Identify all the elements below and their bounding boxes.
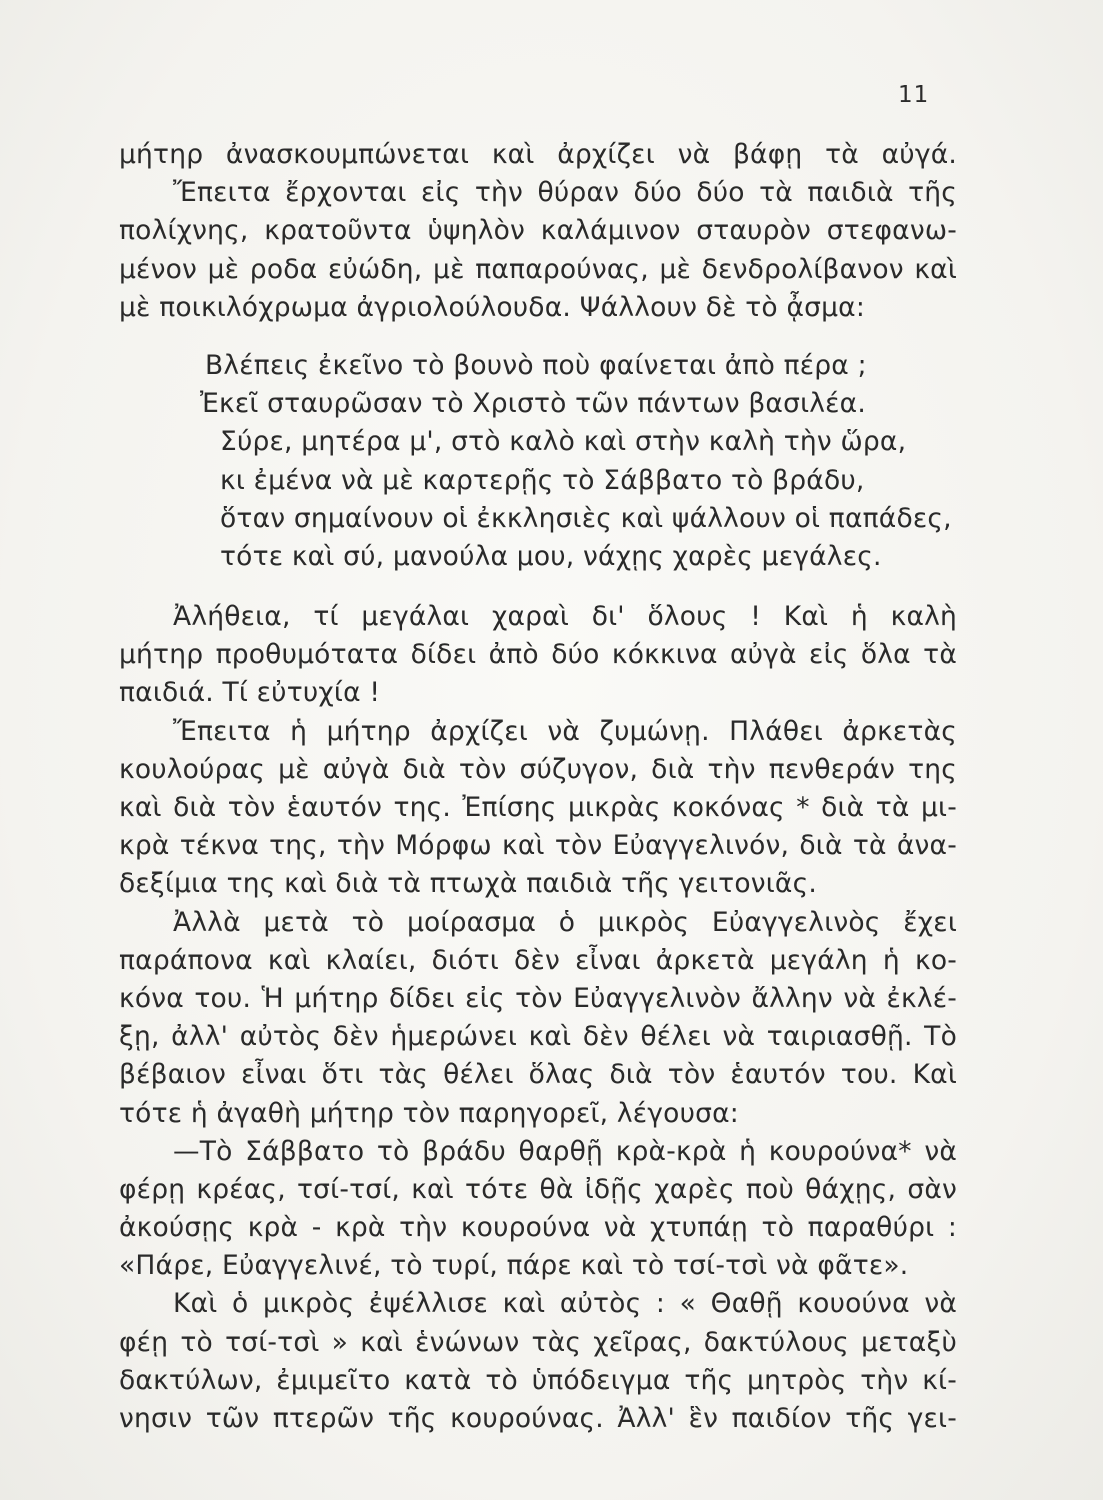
text-line: παράπονα καὶ κλαίει, διότι δὲν εἶναι ἀρκετὰ μεγάλη ἡ κο- — [119, 944, 957, 976]
text-line: κουλούρας μὲ αὐγὰ διὰ τὸν σύζυγον, διὰ τὴν πενθεράν της — [119, 753, 957, 785]
poem-line: Βλέπεις ἐκεῖνο τὸ βουνὸ ποὺ φαίνεται ἀπὸ πέρα ; — [205, 349, 867, 381]
text-line: νησιν τῶν πτερῶν τῆς κουρούνας. Ἀλλ' ἓν παιδίον τῆς γει- — [119, 1403, 957, 1434]
paragraph-2 — [119, 598, 957, 713]
paragraph-4 — [119, 904, 957, 1133]
main-text — [119, 136, 957, 1438]
text-line: Ἀλλὰ μετὰ τὸ μοίρασμα ὁ μικρὸς Εὐαγγελινὸς ἔχει — [173, 906, 957, 938]
text-line: ξῃ, ἀλλ' αὐτὸς δὲν ἡμερώνει καὶ δὲν θέλει νὰ ταιριασθῇ. Τὸ — [119, 1021, 957, 1053]
text-line: δακτύλων, ἐμιμεῖτο κατὰ τὸ ὑπόδειγμα τῆς μητρὸς τὴν κί- — [119, 1364, 957, 1396]
text-line: παιδιά. Τί εὐτυχία ! — [119, 677, 381, 709]
poem-line: Ἐκεῖ σταυρῶσαν τὸ Χριστὸ τῶν πάντων βασιλέα. — [200, 388, 866, 420]
text-line: ἀκούσῃς κρὰ - κρὰ τὴν κουρούνα νὰ χτυπάῃ τὸ παραθύρι : — [119, 1212, 957, 1244]
paragraph-6 — [119, 1285, 957, 1438]
text-line: βέβαιον εἶναι ὅτι τὰς θέλει ὅλας διὰ τὸν ἑαυτόν του. Καὶ — [119, 1059, 957, 1091]
text-line: Ἔπειτα ἡ μήτηρ ἀρχίζει νὰ ζυμώνῃ. Πλάθει ἀρκετὰς — [173, 715, 957, 747]
text-line: φέρῃ κρέας, τσί-τσί, καὶ τότε θὰ ἰδῇς χαρὲς ποὺ θάχῃς, σὰν — [119, 1173, 957, 1205]
text-line: καὶ διὰ τὸν ἑαυτόν της. Ἐπίσης μικρὰς κοκόνας * διὰ τὰ μι- — [119, 792, 957, 823]
poem-line: τότε καὶ σύ, μανούλα μου, νάχῃς χαρὲς μεγάλες. — [220, 540, 882, 572]
text-line: μήτηρ προθυμότατα δίδει ἀπὸ δύο κόκκινα αὐγὰ εἰς ὅλα τὰ — [119, 639, 957, 671]
text-line: Ἔπειτα ἔρχονται εἰς τὴν θύραν δύο δύο τὰ παιδιὰ τῆς — [173, 177, 957, 209]
page-number: 11 — [898, 82, 930, 108]
text-line: «Πάρε, Εὐαγγελινέ, τὸ τυρί, πάρε καὶ τὸ τσί-τσὶ νὰ φᾶτε». — [119, 1250, 909, 1282]
text-line: μένον μὲ ροδα εὐώδη, μὲ παπαρούνας, μὲ δενδρολίβανον καὶ — [119, 253, 957, 285]
text-line: κόνα του. Ἡ μήτηρ δίδει εἰς τὸν Εὐαγγελινὸν ἄλλην νὰ ἐκλέ- — [119, 982, 957, 1014]
text-line: κρὰ τέκνα της, τὴν Μόρφω καὶ τὸν Εὐαγγελινόν, διὰ τὰ ἀνα- — [119, 830, 957, 862]
text-line: φέῃ τὸ τσί-τσὶ » καὶ ἑνώνων τὰς χεῖρας, δακτύλους μεταξὺ — [119, 1326, 957, 1358]
text-line: μὲ ποικιλόχρωμα ἀγριολούλουδα. Ψάλλουν δὲ τὸ ᾆσμα: — [119, 291, 865, 323]
text-line: μήτηρ ἀνασκουμπώνεται καὶ ἀρχίζει νὰ βάφῃ τὰ αὐγά. — [119, 139, 957, 170]
poem-line: Σύρε, μητέρα μ', στὸ καλὸ καὶ στὴν καλὴ τὴν ὥρα, — [220, 426, 907, 458]
paragraph-1 — [119, 136, 957, 327]
poem-line: ὅταν σημαίνουν οἱ ἐκκλησιὲς καὶ ψάλλουν οἱ παπάδες, — [220, 502, 952, 534]
paragraph-5 — [119, 1133, 957, 1286]
text-line: Καὶ ὁ μικρὸς ἐψέλλισε καὶ αὐτὸς : « Θαθῇ κουούνα νὰ — [173, 1288, 957, 1320]
text-line: —Τὸ Σάββατο τὸ βράδυ θαρθῇ κρὰ-κρὰ ἡ κουρούνα* νὰ — [173, 1135, 957, 1167]
text-line: τότε ἡ ἀγαθὴ μήτηρ τὸν παρηγορεῖ, λέγουσα: — [119, 1097, 739, 1129]
text-line: δεξίμια της καὶ διὰ τὰ πτωχὰ παιδιὰ τῆς γειτονιᾶς. — [119, 868, 817, 900]
text-line: Ἀλήθεια, τί μεγάλαι χαραὶ δι' ὅλους ! Καὶ ἡ καλὴ — [173, 601, 957, 633]
text-line: πολίχνης, κρατοῦντα ὑψηλὸν καλάμινον σταυρὸν στεφανω- — [119, 215, 957, 247]
poem — [119, 347, 957, 576]
paragraph-3 — [119, 713, 957, 904]
poem-line: κι ἐμένα νὰ μὲ καρτερῇς τὸ Σάββατο τὸ βράδυ, — [220, 464, 865, 496]
